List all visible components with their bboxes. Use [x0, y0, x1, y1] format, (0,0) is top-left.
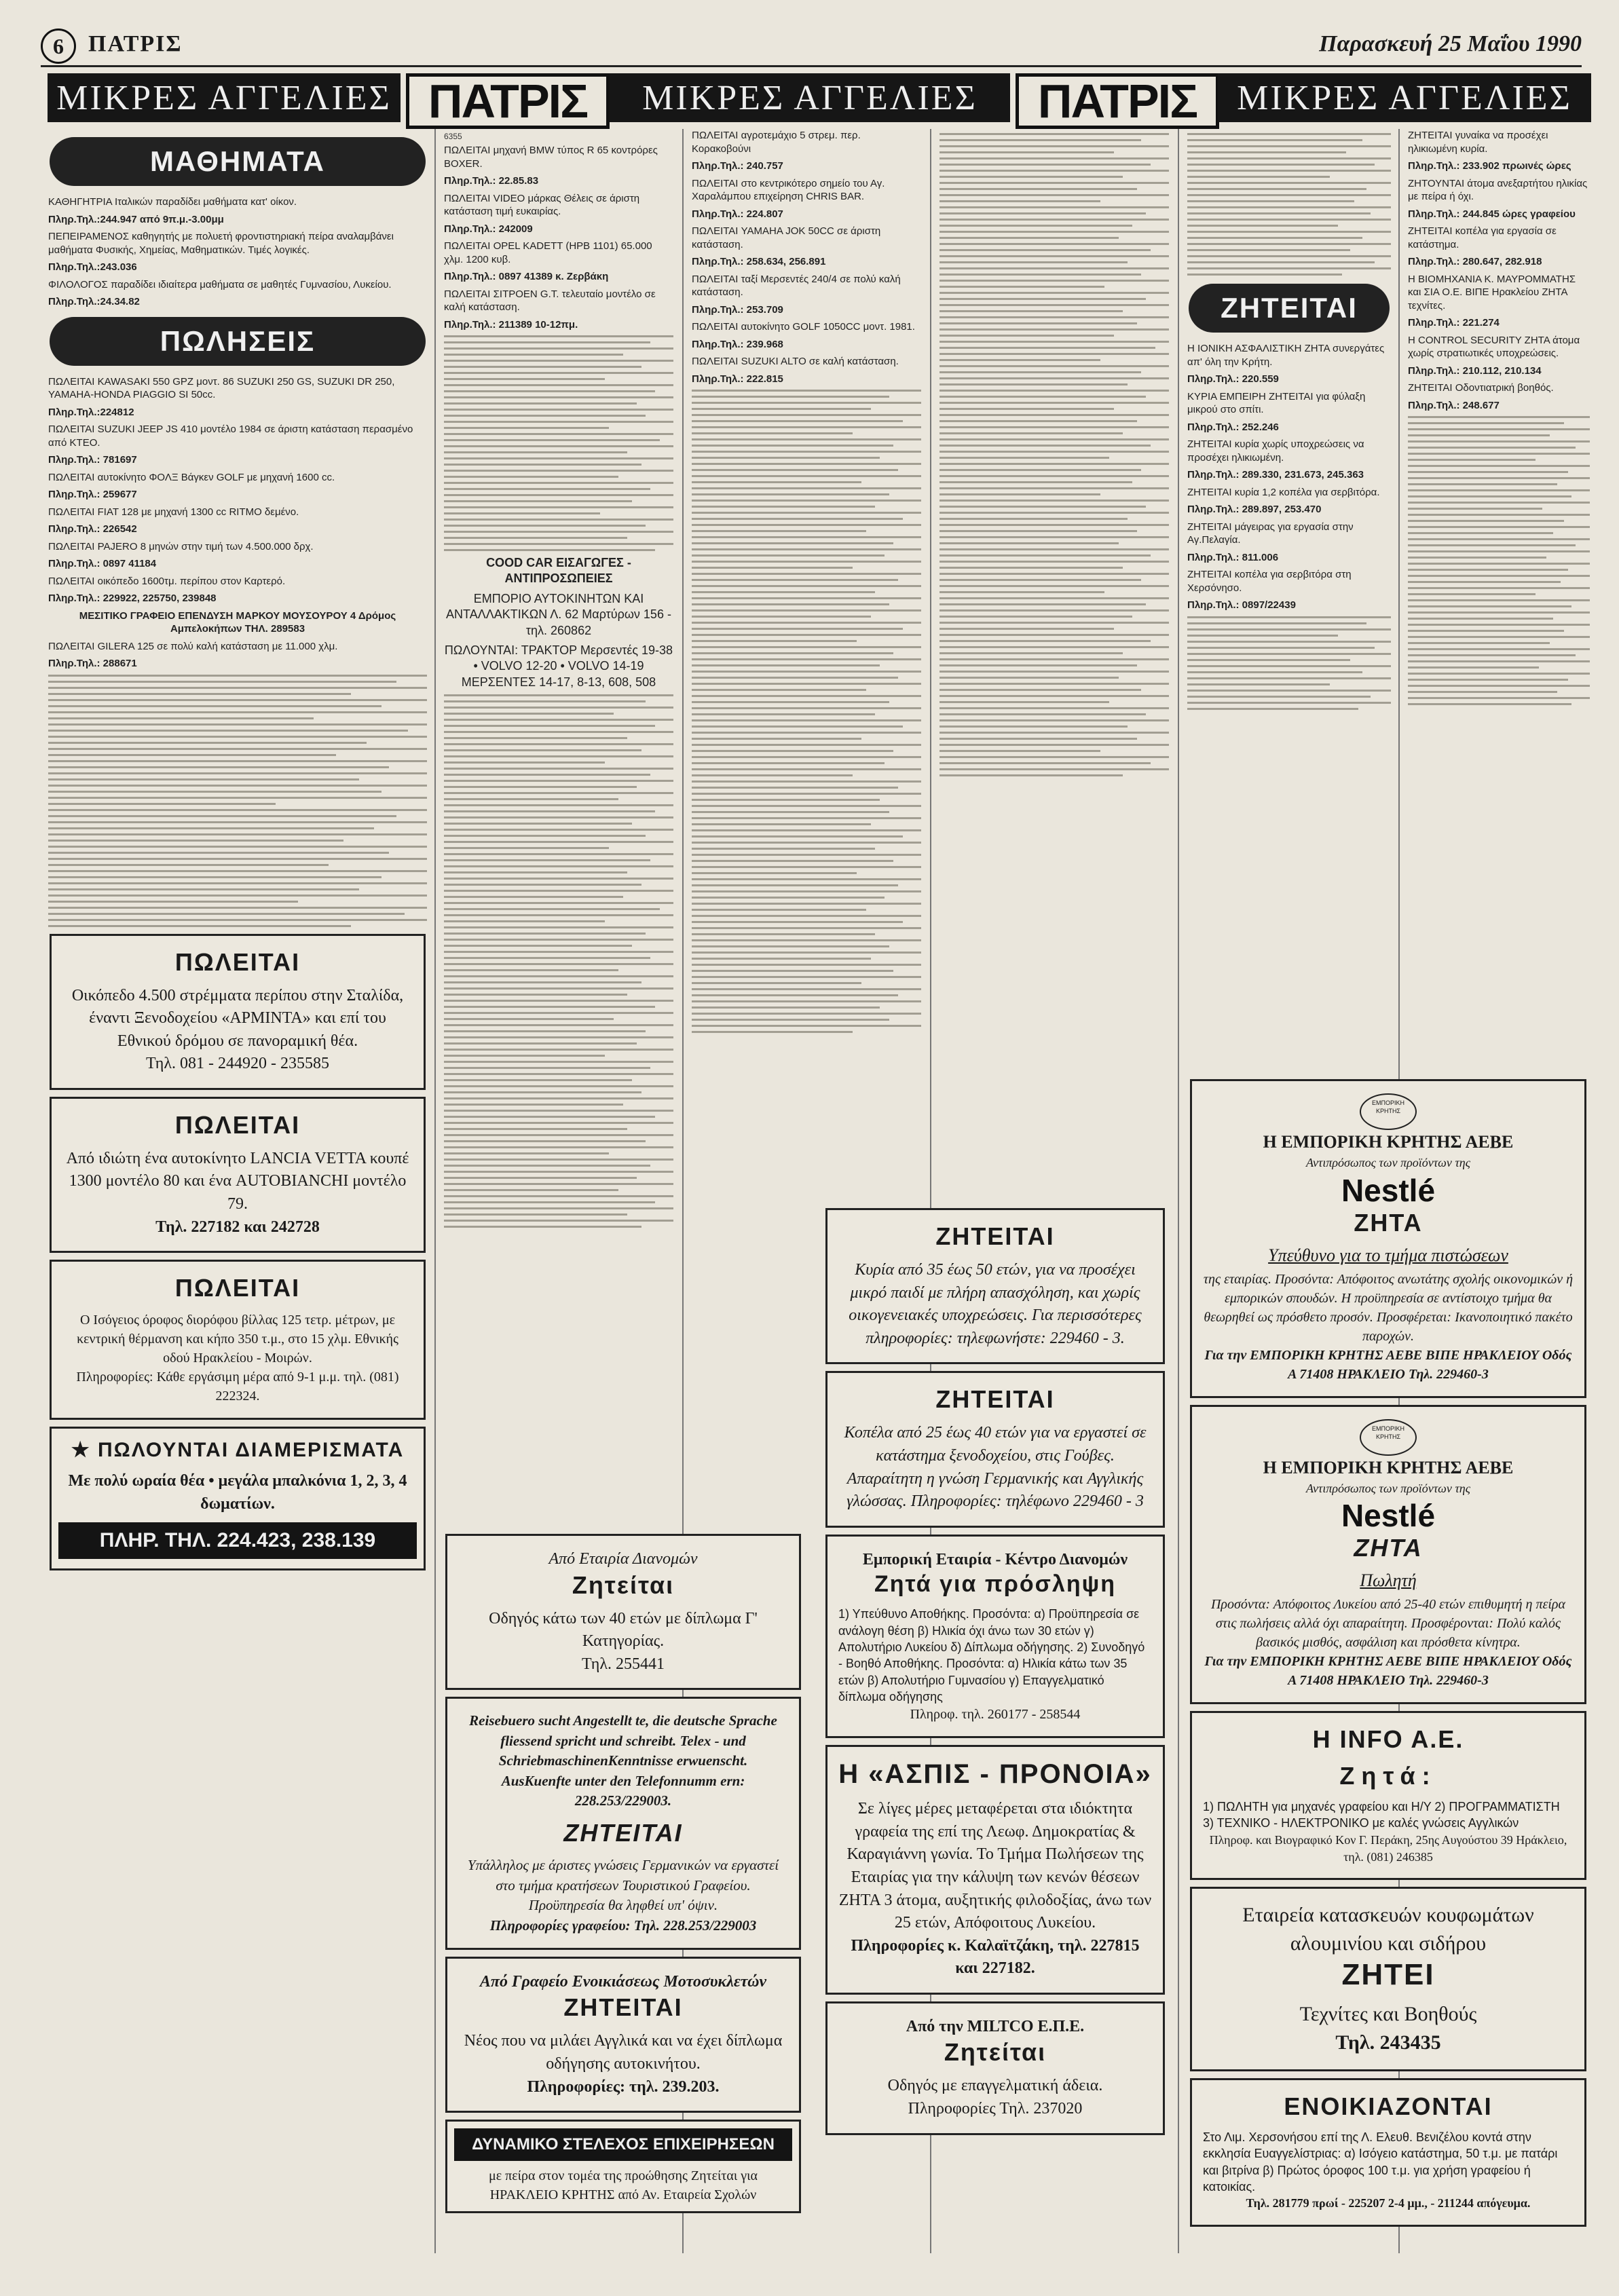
ad-box-role: Υπεύθυνο για το τμήμα πιστώσεων — [1268, 1245, 1508, 1265]
ad-box-company: Από Εταιρία Διανομών — [548, 1550, 698, 1568]
ad-text: ΖΗΤΟΥΝΤΑΙ άτομα ανεξαρτήτου ηλικίας με πείρα ή όχι. — [1408, 177, 1588, 202]
ad-phone: Πληρ.Τηλ.:244.947 από 9π.μ.-3.00μμ — [48, 213, 224, 225]
ad-box-company: Η INFO A.E. — [1312, 1725, 1464, 1754]
ad-text: ΠΩΛΕΙΤΑΙ SUZUKI ALTO σε καλή κατάσταση. — [692, 356, 899, 367]
ad-box-apartments — [50, 1427, 426, 1570]
ad-box-phone: Τηλ. 081 - 244920 - 235585 — [146, 1055, 329, 1073]
column-divider — [1178, 129, 1179, 2253]
company-seal: ΕΜΠΟΡΙΚΗ ΚΡΗΤΗΣ — [1360, 1419, 1417, 1456]
ad-box-company: Εμπορική Εταιρία - Κέντρο Διανομών — [862, 1550, 1128, 1568]
ad-box-title: ΖΗΤΕΙ — [1341, 1958, 1435, 1992]
ad-box-body: της εταιρίας. Προσόντα: Απόφοιτος ανωτάτης σχολής οικονομικών ή εμπορικών σπουδών. Η προϋπηρεσία σε αντίστοιχο τμήμα θα θεωρηθεί ως πρόσθετο προσόν. Προσφέρεται: Ικανοποιητικό πακέτο παροχών. — [1203, 1271, 1574, 1344]
ad-box-title: Ζητείται — [572, 1570, 675, 1599]
text-filler — [1187, 616, 1391, 710]
ad-box-company: Από Γραφείο Ενοικιάσεως Μοτοσυκλετών — [479, 1972, 767, 1991]
ad-box-body: Από ιδιώτη ένα αυτοκίνητο LANCIA VETTA κουπέ 1300 μοντέλο 80 και ένα AUTOBIANCHI μοντέλο 79. — [66, 1149, 409, 1213]
ad-box-title: ΕΝΟΙΚΙΑΖΟΝΤΑΙ — [1284, 2092, 1493, 2121]
ad-phone: Πληρ.Τηλ.: 289.897, 253.470 — [1187, 504, 1322, 515]
ad-box-body: Στο Λιμ. Χερσονήσου επί της Λ. Ελευθ. Βενιζέλου κοντά στην εκκλησία Ευαγγελίστριας: α) Ισόγειο κατάστημα, 50 τ.μ. με πατάρι και βιτρίνα β) Πρώτος όροφος 100 τ.μ. για χρήση γραφείου ή κατοικίας. — [1203, 2130, 1558, 2194]
column-5 — [1183, 129, 1395, 714]
ad-text: Η ΙΟΝΙΚΗ ΑΣΦΑΛΙΣΤΙΚΗ ΖΗΤΑ συνεργάτες απ' όλη την Κρήτη. — [1187, 343, 1385, 368]
ad-box-phone: Τηλ. 255441 — [582, 1655, 665, 1673]
ad-phone: Πληρ.Τηλ.: 221.274 — [1408, 317, 1500, 328]
column-1 — [44, 129, 431, 1577]
ad-phone: Πληρ.Τηλ.: 0897/22439 — [1187, 599, 1296, 611]
wide-ad-column-right — [820, 1201, 1170, 2142]
ad-box-title: Ζητά: — [1339, 1762, 1437, 1790]
nestle-logo: Nestlé — [1341, 1498, 1436, 1534]
ad-phone: Πληρ.Τηλ.: 280.647, 282.918 — [1408, 256, 1542, 267]
ad-box-body: 1) Υπεύθυνο Αποθήκης. Προσόντα: α) Προϋπηρεσία σε ανάλογη θέση β) Ηλικία όχι άνω των 30 ετών γ) Απολυτήριο Λυκείου δ) Δίπλωμα οδήγησης. 2) Συνοδηγό - Βοηθό Αποθήκης. Προσόντα: α) Ηλικία κάτω των 35 ετών β) Απολυτήριο Γυμνασίου γ) Επαγγελματικό δίπλωμα οδήγησης — [838, 1607, 1145, 1704]
ad-text: ΦΙΛΟΛΟΓΟΣ παραδίδει ιδιαίτερα μαθήματα σε μαθητές Γυμνασίου, Λυκείου. — [48, 278, 392, 290]
ad-phone: Πληρ.Τηλ.: 242009 — [444, 223, 533, 235]
ad-text: ΖΗΤΕΙΤΑΙ μάγειρας για εργασία στην Αγ.Πελαγία. — [1187, 521, 1354, 546]
ad-box-title: ★ ΠΩΛΟΥΝΤΑΙ ΔΙΑΜΕΡΙΣΜΑΤΑ — [71, 1439, 405, 1462]
column-divider — [434, 129, 436, 2253]
section-header-sales: ΠΩΛΗΣΕΙΣ — [50, 317, 426, 366]
ad-phone: Πληρ.Τηλ.: 211389 10-12πμ. — [444, 318, 578, 331]
text-filler — [1187, 133, 1391, 276]
classified-ads-list — [692, 129, 921, 385]
ad-text: ΖΗΤΕΙΤΑΙ κυρία χωρίς υποχρεώσεις να προσέχει ηλικιωμένη. — [1187, 438, 1364, 464]
ad-box-body: Ο Ισόγειος όροφος διορόφου βίλλας 125 τετρ. μέτρων, με κεντρική θέρμανση και κήπο 350 τ.μ., στο 15 χλμ. Εθνικής οδού Ηρακλείου - Μοιρών. — [77, 1313, 398, 1366]
classified-ads-list — [1187, 342, 1391, 612]
ad-phone: Πληρ.Τηλ.:224812 — [48, 406, 134, 418]
ad-text: ΠΩΛΕΙΤΑΙ αυτοκίνητο ΦΟΛΞ Βάγκεν GOLF με μηχανή 1600 cc. — [48, 471, 335, 483]
ad-box-title: ΖΗΤΑ — [1354, 1208, 1423, 1237]
ad-box-company: Η ΕΜΠΟΡΙΚΗ ΚΡΗΤΗΣ ΑΕΒΕ — [1263, 1457, 1514, 1478]
ad-phone: Πληρ.Τηλ.: 240.757 — [692, 160, 783, 172]
ad-box-subtitle: Αντιπρόσωπος των προϊόντων της — [1305, 1156, 1471, 1170]
header-rule — [41, 65, 1582, 67]
ad-box-hotel-shop — [825, 1371, 1165, 1527]
ad-box-title: ΖΗΤΑ — [1354, 1534, 1423, 1562]
section-header-lessons: ΜΑΘΗΜΑΤΑ — [50, 137, 426, 186]
ad-box-body: με πείρα στον τομέα της προώθησης Ζητείται για ΗΡΑΚΛΕΙΟ ΚΡΗΤΗΣ από Αν. Εταιρεία Σχολών — [489, 2168, 758, 2203]
ad-box-body: 1) ΠΩΛΗΤΗ για μηχανές γραφείου και Η/Υ 2) ΠΡΟΓΡΑΜΜΑΤΙΣΤΗ 3) ΤΕΧΝΙΚΟ - ΗΛΕΚΤΡΟΝΙΚΟ με καλές γνώσεις Αγγλικών — [1203, 1800, 1560, 1830]
ad-text: Η CONTROL SECURITY ΖΗΤΑ άτομα χωρίς στρατιωτικές υποχρεώσεις. — [1408, 334, 1580, 359]
ad-box-info — [1190, 1711, 1586, 1880]
ad-phone: Πληρ.Τηλ.: 210.112, 210.134 — [1408, 364, 1542, 377]
ad-box-phone: Τηλ. 243435 — [1335, 2031, 1441, 2054]
ad-box-title: ΠΩΛΕΙΤΑΙ — [174, 1274, 301, 1302]
ad-text: ΠΕΠΕΙΡΑΜΕΝΟΣ καθηγητής με πολυετή φροντιστηριακή πείρα αναλαμβάνει μαθήματα Φυσικής, Χημείας, Μαθηματικών. Τιμές λογικές. — [48, 231, 394, 256]
ad-box-phone: Πληροφορίες γραφείου: Τηλ. 228.253/229003 — [489, 1917, 757, 1934]
ad-box-phone: Πληροφορίες: τηλ. 239.203. — [527, 2077, 720, 2096]
ad-box-body: Προσόντα: Απόφοιτος Λυκείου από 25-40 ετών επιθυμητή η πείρα στις πωλήσεις αλλά όχι απαραίτητη. Προσφέρονται: Πολύ καλός βασικός μισθός, ασφάλιση και πρόσθετα κίνητρα. — [1210, 1597, 1565, 1651]
ad-text: ΖΗΤΕΙΤΑΙ κυρία 1,2 κοπέλα για σερβιτόρα. — [1187, 486, 1380, 498]
ad-box-phone: Πληροφορίες: Κάθε εργάσιμη μέρα από 9-1 μ.μ. τηλ. (081) 222324. — [76, 1370, 399, 1404]
ad-box-reisebuero — [445, 1697, 801, 1950]
right-ad-stack — [1185, 1072, 1592, 2234]
ad-box-villa-sale — [50, 1260, 426, 1420]
ad-box-title: ΖΗΤΕΙΤΑΙ — [563, 1993, 683, 2022]
ad-phone: Πληρ.Τηλ.: 224.807 — [692, 208, 783, 220]
ad-text: ΠΩΛΕΙΤΑΙ SUZUKI JEEP JS 410 μοντέλο 1984 σε άριστη κατάσταση περασμένο από ΚΤΕΟ. — [48, 424, 413, 449]
ad-text: Η ΒΙΟΜΗΧΑΝΙΑ Κ. ΜΑΥΡΟΜΜΑΤΗΣ και ΣΙΑ Ο.Ε. ΒΙΠΕ Ηρακλείου ΖΗΤΑ τεχνίτες. — [1408, 273, 1576, 312]
ad-phone: Πληρ.Τηλ.: 258.634, 256.891 — [692, 256, 826, 267]
ad-phone: Πληρ.Τηλ.: 220.559 — [1187, 373, 1279, 385]
classified-ad — [48, 195, 427, 309]
ad-box-body: Οδηγός με επαγγελματική άδεια. — [887, 2077, 1103, 2095]
ad-box-warehouse — [825, 1535, 1165, 1738]
ad-phone: Πληρ.Τηλ.: 248.677 — [1408, 399, 1500, 411]
ad-phone: Πληρ.Τηλ.: 233.902 πρωινές ώρες — [1408, 160, 1571, 172]
ad-box-distribution — [445, 1534, 801, 1690]
ad-code: 6355 — [444, 132, 462, 141]
ad-phone: Πληρ.Τηλ.: 289.330, 231.673, 245.363 — [1187, 469, 1364, 481]
ad-box-phone: ΠΛΗΡ. ΤΗΛ. 224.423, 238.139 — [58, 1522, 417, 1559]
ad-box-contact-de: AusKuenfte unter den Telefonnumm ern: 228.253/229003. — [501, 1772, 745, 1809]
ad-box-body: Υπάλληλος με άριστες γνώσεις Γερμανικών να εργαστεί στο τμήμα κρατήσεων Τουριστικού Γραφείου. Προϋπηρεσία θα ληφθεί υπ' όψιν. — [467, 1857, 779, 1914]
ad-phone: Πληρ.Τηλ.: 244.845 ώρες γραφείου — [1408, 208, 1576, 220]
ad-text: ΖΗΤΕΙΤΑΙ γυναίκα να προσέχει ηλικιωμένη κυρία. — [1408, 130, 1548, 155]
ad-phone: Πληρ.Τηλ.: 781697 — [48, 454, 137, 466]
ad-phone: Πληρ.Τηλ.: 252.246 — [1187, 421, 1279, 433]
ad-phone: Πληρ.Τηλ.: 288671 — [48, 658, 137, 669]
ad-box-phone: Τηλ. 227182 και 242728 — [155, 1218, 320, 1236]
ad-box-nestle-credit — [1190, 1079, 1586, 1398]
column-3 — [688, 129, 925, 1037]
ad-text: ΖΗΤΕΙΤΑΙ Οδοντιατρική βοηθός. — [1408, 382, 1554, 394]
ad-text: ΠΩΛΕΙΤΑΙ KAWASAKI 550 GPZ μοντ. 86 SUZUKI 250 GS, SUZUKI DR 250, YAMAHA-HONDA PIAGGIO SI 50cc. — [48, 375, 395, 400]
banner-classifieds-middle: ΜΙΚΡΕΣ ΑΓΓΕΛΙΕΣ — [610, 73, 1010, 122]
ad-phone: Πληρ.Τηλ.: 229922, 225750, 239848 — [48, 592, 217, 604]
dealer-title: COOD CAR ΕΙΣΑΓΩΓΕΣ - ΑΝΤΙΠΡΟΣΩΠΕΙΕΣ — [486, 556, 631, 586]
text-filler — [939, 133, 1169, 776]
ad-text: ΠΩΛΕΙΤΑΙ μηχανή BMW τύπος R 65 κοντρόρες BOXER. — [444, 145, 658, 170]
dealer-body: ΕΜΠΟΡΙΟ ΑΥΤΟΚΙΝΗΤΩΝ ΚΑΙ ΑΝΤΑΛΛΑΚΤΙΚΩΝ Λ. 62 Μαρτύρων 156 - τηλ. 260862 — [446, 591, 671, 637]
ad-text: ΠΩΛΕΙΤΑΙ ταξί Μερσεντές 240/4 σε πολύ καλή κατάσταση. — [692, 273, 901, 298]
ad-text: ΠΩΛΕΙΤΑΙ ΣΙΤΡΟΕΝ G.T. τελευταίο μοντέλο σε καλή κατάσταση. — [444, 288, 656, 313]
ad-phone: Πληρ.Τηλ.: 253.709 — [692, 303, 783, 316]
ad-text: ΖΗΤΕΙΤΑΙ κοπέλα για εργασία σε κατάστημα. — [1408, 225, 1557, 250]
ad-box-body-de: Reisebuero sucht Angestellt te, die deutsche Sprache fliessend spricht und schreibt. Telex - und SchriebmaschinenKenntnisse erwuenscht. — [469, 1712, 777, 1769]
ad-box-body: Νέος που να μιλάει Αγγλικά και να έχει δίπλωμα οδήγησης αυτοκινήτου. — [464, 2032, 783, 2073]
ad-box-land-sale — [50, 934, 426, 1090]
ad-box-nestle-sales — [1190, 1405, 1586, 1705]
ad-box-body: Σε λίγες μέρες μεταφέρεται στα ιδιόκτητα γραφεία της επί της Λεωφ. Δημοκρατίας & Καραγιάννη γωνία. Το Τμήμα Πωλήσεων της Εταιρίας για την κάλυψη των κενών θέσεων ΖΗΤΑ 3 άτομα, αυξητικής φιλοδοξίας, άνω των 25 ετών, Απόφοιτους Λυκείου. — [838, 1800, 1152, 1932]
ad-phone: Πληρ.Τηλ.: 0897 41389 κ. Ζερβάκη — [444, 271, 609, 282]
ad-text: ΚΥΡΙΑ ΕΜΠΕΙΡΗ ΖΗΤΕΙΤΑΙ για φύλαξη μικρού στο σπίτι. — [1187, 390, 1366, 415]
ad-phone: Πληρ.Τηλ.: 226542 — [48, 523, 137, 535]
ad-box-company: Εταιρεία κατασκευών κουφωμάτων αλουμινίου και σιδήρου — [1242, 1904, 1534, 1955]
company-seal: ΕΜΠΟΡΙΚΗ ΚΡΗΤΗΣ — [1360, 1093, 1417, 1130]
banner-logo-right: ΠΑΤΡΙΣ — [1016, 73, 1219, 129]
ad-text: ΠΩΛΕΙΤΑΙ οικόπεδο 1600τμ. περίπου στον Καρτερό. — [48, 575, 286, 587]
ad-box-subtitle: Αντιπρόσωπος των προϊόντων της — [1305, 1481, 1471, 1495]
newspaper-name: ΠΑΤΡΙΣ — [88, 31, 183, 56]
ad-box-body: Οικόπεδο 4.500 στρέμματα περίπου στην Σταλίδα, έναντι Ξενοδοχείου «ΑΡΜΙΝΤΑ» και επί του Εθνικού δρόμου σε πανοραμική θέα. — [71, 986, 404, 1050]
ad-text: ΠΩΛΕΙΤΑΙ PAJERO 8 μηνών στην τιμή των 4.500.000 δρχ. — [48, 540, 314, 552]
ad-box-body: Με πολύ ωραία θέα • μεγάλα μπαλκόνια 1, 2, 3, 4 δωματίων. — [68, 1472, 407, 1513]
ad-box-aspis-pronoia — [825, 1745, 1165, 1995]
ad-box-title: ΖΗΤΕΙΤΑΙ — [935, 1222, 1055, 1250]
ad-box-title: ΠΩΛΕΙΤΑΙ — [174, 1110, 301, 1139]
text-filler — [1408, 416, 1590, 705]
ad-box-company: Η ΕΜΠΟΡΙΚΗ ΚΡΗΤΗΣ ΑΕΒΕ — [1263, 1132, 1514, 1152]
ad-box-contact: Για την ΕΜΠΟΡΙΚΗ ΚΡΗΤΗΣ ΑΕΒΕ ΒΙΠΕ ΗΡΑΚΛΕΙΟΥ Οδός Α 71408 ΗΡΑΚΛΕΙΟ Τηλ. 229460-3 — [1204, 1654, 1572, 1689]
ad-phone: Πληρ.Τηλ.:243.036 — [48, 261, 137, 273]
column-4 — [935, 129, 1173, 780]
issue-date: Παρασκευή 25 Μαΐου 1990 — [1319, 31, 1582, 56]
page-header — [34, 27, 1595, 61]
ad-phone: Πληρ.Τηλ.:24.34.82 — [48, 296, 140, 307]
ad-box-contact: Πληροφ. και Βιογραφικό Κον Γ. Περάκη, 25ης Αυγούστου 39 Ηράκλειο, τηλ. (081) 246385 — [1209, 1832, 1567, 1864]
text-filler — [48, 675, 427, 927]
ad-box-miltco — [825, 2001, 1165, 2135]
ad-box-for-rent — [1190, 2078, 1586, 2226]
nestle-logo: Nestlé — [1341, 1172, 1436, 1208]
text-filler — [444, 335, 673, 551]
wide-ad-column-left — [440, 1527, 806, 2220]
ad-box-title: Ζητείται — [944, 2038, 1047, 2067]
classified-ads-list — [48, 375, 427, 671]
ad-text: ΠΩΛΕΙΤΑΙ FIAT 128 με μηχανή 1300 cc RITMO δεμένο. — [48, 506, 299, 518]
ad-box-phone: Τηλ. 281779 πρωί - 225207 2-4 μμ., - 211244 απόγευμα. — [1246, 2196, 1531, 2210]
ad-text: ΠΩΛΕΙΤΑΙ YAMAHA JOK 50CC σε άριστη κατάσταση. — [692, 225, 881, 250]
ad-phone: Πληρ.Τηλ.: 22.85.83 — [444, 175, 539, 187]
ad-box-motorbike-rental — [445, 1957, 801, 2113]
ad-box-body: Κοπέλα από 25 έως 40 ετών για να εργαστεί σε κατάστημα ξενοδοχείου, στις Γούβες. Απαραίτητη η γνώση Γερμανικής και Αγγλικής γλώσσας. Πληροφορίες: τηλέφωνο 229460 - 3 — [844, 1424, 1147, 1511]
ad-box-title: Η «ΑΣΠΙΣ - ΠΡΟΝΟΙΑ» — [838, 1759, 1152, 1790]
ad-phone: Πληρ.Τηλ.: 239.968 — [692, 338, 783, 350]
dealer-list: ΠΩΛΟΥΝΤΑΙ: ΤΡΑΚΤΟΡ Μερσεντές 19-38 • VOLVO 12-20 • VOLVO 14-19 ΜΕΡΣΕΝΤΕΣ 14-17, 8-13, 608, 508 — [444, 643, 673, 689]
ad-box-car-sale — [50, 1097, 426, 1253]
ad-box-contact: Για την ΕΜΠΟΡΙΚΗ ΚΡΗΤΗΣ ΑΕΒΕ ΒΙΠΕ ΗΡΑΚΛΕΙΟΥ Οδός Α 71408 ΗΡΑΚΛΕΙΟ Τηλ. 229460-3 — [1204, 1347, 1572, 1382]
column-6 — [1404, 129, 1594, 709]
ad-box-company: Από την MILTCO Ε.Π.Ε. — [906, 2017, 1085, 2035]
classified-ads-list — [444, 144, 673, 331]
ad-phone: Πληρ.Τηλ.: 0897 41184 — [48, 558, 157, 569]
ad-text: ΠΩΛΕΙΤΑΙ αυτοκίνητο GOLF 1050CC μοντ. 1981. — [692, 321, 915, 333]
banner-classifieds-left: ΜΙΚΡΕΣ ΑΓΓΕΛΙΕΣ — [48, 73, 401, 122]
ad-phone: Πληρ.Τηλ.: 222.815 — [692, 373, 783, 385]
ad-box-phone: Πληροφορίες Τηλ. 237020 — [908, 2100, 1083, 2118]
text-filler — [692, 390, 921, 1033]
classified-ads-list — [1408, 129, 1590, 412]
ad-box-title: Ζητά για πρόσληψη — [874, 1571, 1116, 1598]
ad-phone: Πληρ.Τηλ.: 259677 — [48, 489, 137, 500]
ad-box-phone: Πληροφορίες κ. Καλαϊτζάκη, τηλ. 227815 και 227182. — [851, 1936, 1140, 1978]
ad-text: ΠΩΛΕΙΤΑΙ GILERA 125 σε πολύ καλή κατάσταση με 11.000 χλμ. — [48, 640, 338, 652]
ad-phone: Πληρ.Τηλ.: 811.006 — [1187, 551, 1279, 563]
ad-text: ΜΕΣΙΤΙΚΟ ΓΡΑΦΕΙΟ ΕΠΕΝΔΥΣΗ ΜΑΡΚΟΥ ΜΟΥΣΟΥΡΟΥ 4 Δρόμος Αμπελοκήπων ΤΗΛ. 289583 — [79, 609, 396, 635]
ad-text: ΚΑΘΗΓΗΤΡΙΑ Ιταλικών παραδίδει μαθήματα κατ' οίκον. — [48, 196, 297, 208]
ad-text: ΠΩΛΕΙΤΑΙ στο κεντρικότερο σημείο του Αγ. Χαραλάμπου επιχείρηση CHRIS BAR. — [692, 177, 885, 202]
banner-logo-left: ΠΑΤΡΙΣ — [406, 73, 610, 129]
ad-box-title: ΖΗΤΕΙΤΑΙ — [935, 1385, 1055, 1414]
page-number: 6 — [41, 29, 76, 64]
section-header-wanted: ΖΗΤΕΙΤΑΙ — [1189, 284, 1390, 333]
ad-box-title: ΠΩΛΕΙΤΑΙ — [174, 947, 301, 976]
ad-box-title: ΔΥΝΑΜΙΚΟ ΣΤΕΛΕΧΟΣ ΕΠΙΧΕΙΡΗΣΕΩΝ — [454, 2128, 792, 2161]
ad-text: ΠΩΛΕΙΤΑΙ αγροτεμάχιο 5 στρεμ. περ. Κορακοβούνι — [692, 130, 861, 155]
ad-text: ΖΗΤΕΙΤΑΙ κοπέλα για σερβιτόρα στη Χερσόνησο. — [1187, 569, 1352, 594]
column-2 — [440, 129, 677, 1232]
ad-text: ΠΩΛΕΙΤΑΙ OPEL KADETT (ΗΡΒ 1101) 65.000 χλμ. 1200 κυβ. — [444, 240, 652, 265]
ad-box-aluminium — [1190, 1887, 1586, 2071]
ad-box-nanny — [825, 1208, 1165, 1364]
text-filler — [444, 694, 673, 1228]
ad-box-role: Πωλητή — [1360, 1570, 1417, 1591]
ad-box-title: ΖΗΤΕΙΤΑΙ — [563, 1819, 683, 1847]
ad-box-body: Κυρία από 35 έως 50 ετών, για να προσέχει μικρό παιδί με πλήρη απασχόληση, και χωρίς οικογενειακές υποχρεώσεις. Για περισσότερες πληροφορίες: τηλεφωνήστε: 229460 - 3. — [849, 1261, 1142, 1347]
ad-box-body: Τεχνίτες και Βοηθούς — [1299, 2003, 1477, 2026]
ad-box-phone: Πληροφ. τηλ. 260177 - 258544 — [910, 1707, 1081, 1723]
banner-classifieds-right: ΜΙΚΡΕΣ ΑΓΓΕΛΙΕΣ — [1218, 73, 1591, 122]
dealer-ad — [444, 555, 673, 690]
ad-box-executive — [445, 2120, 801, 2213]
ad-text: ΠΩΛΕΙΤΑΙ VIDEO μάρκας Θέλεις σε άριστη κατάσταση τιμή ευκαιρίας. — [444, 192, 640, 217]
ad-box-body: Οδηγός κάτω των 40 ετών με δίπλωμα Γ' Κατηγορίας. — [489, 1609, 758, 1651]
